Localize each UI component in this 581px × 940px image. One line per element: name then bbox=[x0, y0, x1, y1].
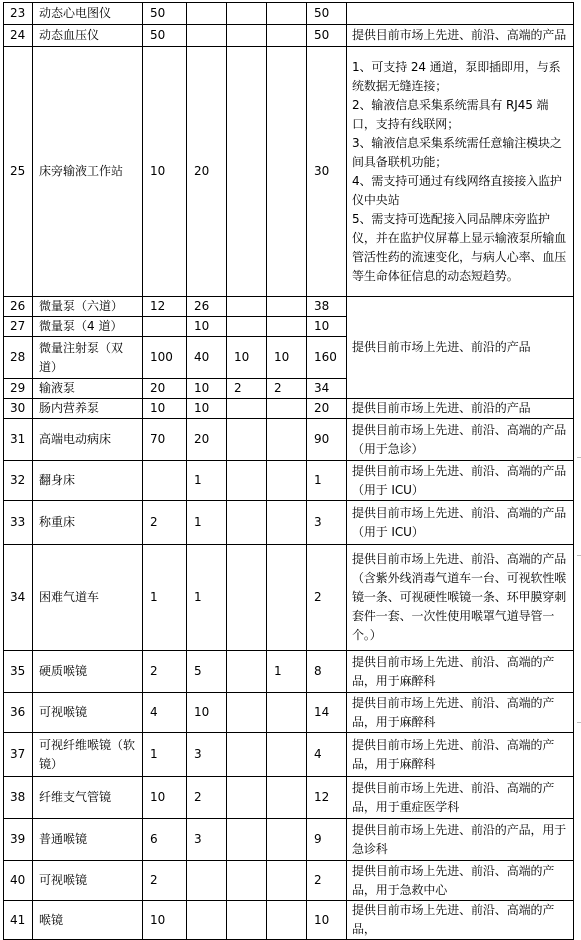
quantity-2 bbox=[187, 861, 227, 901]
requirement-description: 提供目前市场上先进、前沿的产品 bbox=[347, 297, 574, 399]
equipment-name: 普通喉镜 bbox=[33, 819, 143, 861]
quantity-4 bbox=[267, 419, 307, 461]
quantity-4 bbox=[267, 25, 307, 47]
quantity-2 bbox=[187, 901, 227, 940]
requirement-description: 提供目前市场上先进、前沿、高端的产品（用于 ICU） bbox=[347, 461, 574, 501]
table-row bbox=[4, 297, 574, 317]
requirement-description: 提供目前市场上先进、前沿、高端的产品， bbox=[347, 901, 574, 940]
quantity-2: 10 bbox=[187, 317, 227, 337]
quantity-1: 10 bbox=[143, 901, 187, 940]
requirement-description: 提供目前市场上先进、前沿、高端的产品，用于麻醉科 bbox=[347, 733, 574, 777]
requirement-description: 提供目前市场上先进、前沿的产品 bbox=[347, 399, 574, 419]
quantity-2: 40 bbox=[187, 337, 227, 379]
row-number: 29 bbox=[4, 379, 33, 399]
table-row bbox=[4, 545, 574, 651]
equipment-name: 可视纤维喉镜（软镜） bbox=[33, 733, 143, 777]
quantity-2: 2 bbox=[187, 777, 227, 819]
equipment-name: 动态血压仪 bbox=[33, 25, 143, 47]
equipment-name: 微量泵（4 道） bbox=[33, 317, 143, 337]
total-quantity: 50 bbox=[307, 3, 347, 25]
total-quantity: 12 bbox=[307, 777, 347, 819]
total-quantity: 34 bbox=[307, 379, 347, 399]
table-row bbox=[4, 861, 574, 901]
table-row bbox=[4, 3, 574, 25]
quantity-1: 50 bbox=[143, 25, 187, 47]
quantity-1 bbox=[143, 461, 187, 501]
quantity-1: 50 bbox=[143, 3, 187, 25]
quantity-2: 1 bbox=[187, 545, 227, 651]
equipment-name: 可视喉镜 bbox=[33, 861, 143, 901]
total-quantity: 2 bbox=[307, 861, 347, 901]
quantity-3 bbox=[227, 777, 267, 819]
total-quantity: 9 bbox=[307, 819, 347, 861]
quantity-3 bbox=[227, 651, 267, 693]
quantity-2: 26 bbox=[187, 297, 227, 317]
quantity-3: 2 bbox=[227, 379, 267, 399]
quantity-1: 2 bbox=[143, 861, 187, 901]
row-number: 33 bbox=[4, 501, 33, 545]
row-number: 28 bbox=[4, 337, 33, 379]
requirement-description: 1、可支持 24 通道，泵即插即用，与系统数据无缝连接； 2、输液信息采集系统需具有 RJ45 端口，支持有线联网； 3、输液信息采集系统需任意输注模块之间具备联机功能； 4、需支持可通过有线网络直接接入监护仪中央站 5、需支持可选配接入同品牌床旁监护仪，并在监护仪屏幕上显示输液泵所输血管活性药的流速变化，与病人心率、血压等生命体征信息的动态短趋势。 bbox=[347, 47, 574, 297]
quantity-3 bbox=[227, 733, 267, 777]
quantity-4 bbox=[267, 461, 307, 501]
table-row bbox=[4, 819, 574, 861]
requirement-description: 提供目前市场上先进、前沿、高端的产品，用于急救中心 bbox=[347, 861, 574, 901]
quantity-4 bbox=[267, 297, 307, 317]
equipment-name: 翻身床 bbox=[33, 461, 143, 501]
quantity-4 bbox=[267, 901, 307, 940]
quantity-2: 10 bbox=[187, 379, 227, 399]
equipment-name: 床旁输液工作站 bbox=[33, 47, 143, 297]
total-quantity: 10 bbox=[307, 901, 347, 940]
requirement-description: 提供目前市场上先进、前沿、高端的产品 bbox=[347, 25, 574, 47]
total-quantity: 2 bbox=[307, 545, 347, 651]
quantity-2: 10 bbox=[187, 693, 227, 733]
row-number: 36 bbox=[4, 693, 33, 733]
quantity-1: 10 bbox=[143, 47, 187, 297]
quantity-2: 3 bbox=[187, 733, 227, 777]
row-number: 39 bbox=[4, 819, 33, 861]
quantity-4 bbox=[267, 733, 307, 777]
quantity-4 bbox=[267, 3, 307, 25]
row-number: 40 bbox=[4, 861, 33, 901]
quantity-2 bbox=[187, 25, 227, 47]
quantity-1: 12 bbox=[143, 297, 187, 317]
quantity-4 bbox=[267, 777, 307, 819]
quantity-2: 1 bbox=[187, 501, 227, 545]
row-number: 25 bbox=[4, 47, 33, 297]
quantity-4: 10 bbox=[267, 337, 307, 379]
quantity-3 bbox=[227, 901, 267, 940]
requirement-description: 提供目前市场上先进、前沿、高端的产品，用于麻醉科 bbox=[347, 693, 574, 733]
equipment-name: 困难气道车 bbox=[33, 545, 143, 651]
quantity-1 bbox=[143, 317, 187, 337]
quantity-4 bbox=[267, 693, 307, 733]
quantity-3 bbox=[227, 461, 267, 501]
quantity-2: 20 bbox=[187, 47, 227, 297]
quantity-4 bbox=[267, 545, 307, 651]
total-quantity: 8 bbox=[307, 651, 347, 693]
quantity-1: 2 bbox=[143, 501, 187, 545]
total-quantity: 160 bbox=[307, 337, 347, 379]
requirement-description: 提供目前市场上先进、前沿的产品，用于急诊科 bbox=[347, 819, 574, 861]
quantity-1: 4 bbox=[143, 693, 187, 733]
table-row bbox=[4, 651, 574, 693]
quantity-4 bbox=[267, 47, 307, 297]
quantity-1: 20 bbox=[143, 379, 187, 399]
quantity-1: 2 bbox=[143, 651, 187, 693]
quantity-1: 1 bbox=[143, 733, 187, 777]
table-row bbox=[4, 777, 574, 819]
quantity-2: 10 bbox=[187, 399, 227, 419]
quantity-3 bbox=[227, 399, 267, 419]
total-quantity: 30 bbox=[307, 47, 347, 297]
row-number: 30 bbox=[4, 399, 33, 419]
quantity-4 bbox=[267, 861, 307, 901]
total-quantity: 38 bbox=[307, 297, 347, 317]
quantity-4 bbox=[267, 399, 307, 419]
quantity-3 bbox=[227, 861, 267, 901]
row-number: 32 bbox=[4, 461, 33, 501]
quantity-4 bbox=[267, 501, 307, 545]
quantity-3 bbox=[227, 819, 267, 861]
table-row bbox=[4, 461, 574, 501]
quantity-1: 6 bbox=[143, 819, 187, 861]
quantity-3 bbox=[227, 419, 267, 461]
requirement-description bbox=[347, 3, 574, 25]
requirement-description: 提供目前市场上先进、前沿、高端的产品，用于重症医学科 bbox=[347, 777, 574, 819]
table-row bbox=[4, 733, 574, 777]
table-row bbox=[4, 501, 574, 545]
quantity-3 bbox=[227, 47, 267, 297]
quantity-1: 10 bbox=[143, 777, 187, 819]
row-number: 23 bbox=[4, 3, 33, 25]
quantity-3 bbox=[227, 3, 267, 25]
table-row bbox=[4, 25, 574, 47]
requirement-description: 提供目前市场上先进、前沿、高端的产品（用于急诊） bbox=[347, 419, 574, 461]
equipment-name: 高端电动病床 bbox=[33, 419, 143, 461]
quantity-3 bbox=[227, 693, 267, 733]
row-number: 34 bbox=[4, 545, 33, 651]
quantity-2: 1 bbox=[187, 461, 227, 501]
quantity-4: 1 bbox=[267, 651, 307, 693]
total-quantity: 1 bbox=[307, 461, 347, 501]
quantity-1: 70 bbox=[143, 419, 187, 461]
row-number: 31 bbox=[4, 419, 33, 461]
quantity-3: 10 bbox=[227, 337, 267, 379]
quantity-3 bbox=[227, 501, 267, 545]
quantity-4 bbox=[267, 317, 307, 337]
total-quantity: 10 bbox=[307, 317, 347, 337]
quantity-3 bbox=[227, 25, 267, 47]
equipment-name: 输液泵 bbox=[33, 379, 143, 399]
table-row bbox=[4, 399, 574, 419]
total-quantity: 90 bbox=[307, 419, 347, 461]
quantity-4: 2 bbox=[267, 379, 307, 399]
requirement-description: 提供目前市场上先进、前沿、高端的产品，用于麻醉科 bbox=[347, 651, 574, 693]
equipment-name: 动态心电图仪 bbox=[33, 3, 143, 25]
table-row bbox=[4, 693, 574, 733]
quantity-3 bbox=[227, 317, 267, 337]
quantity-3 bbox=[227, 545, 267, 651]
quantity-1: 1 bbox=[143, 545, 187, 651]
quantity-2 bbox=[187, 3, 227, 25]
quantity-4 bbox=[267, 819, 307, 861]
total-quantity: 20 bbox=[307, 399, 347, 419]
table-row bbox=[4, 47, 574, 297]
equipment-name: 可视喉镜 bbox=[33, 693, 143, 733]
row-number: 27 bbox=[4, 317, 33, 337]
quantity-1: 10 bbox=[143, 399, 187, 419]
total-quantity: 3 bbox=[307, 501, 347, 545]
table-row bbox=[4, 419, 574, 461]
equipment-name: 硬质喉镜 bbox=[33, 651, 143, 693]
equipment-table bbox=[3, 2, 574, 940]
table-row bbox=[4, 901, 574, 940]
row-number: 41 bbox=[4, 901, 33, 940]
quantity-2: 5 bbox=[187, 651, 227, 693]
total-quantity: 4 bbox=[307, 733, 347, 777]
total-quantity: 50 bbox=[307, 25, 347, 47]
equipment-name: 纤维支气管镜 bbox=[33, 777, 143, 819]
row-number: 24 bbox=[4, 25, 33, 47]
equipment-name: 微量泵（六道） bbox=[33, 297, 143, 317]
equipment-name: 称重床 bbox=[33, 501, 143, 545]
quantity-2: 3 bbox=[187, 819, 227, 861]
equipment-name: 喉镜 bbox=[33, 901, 143, 940]
requirement-description: 提供目前市场上先进、前沿、高端的产品（用于 ICU） bbox=[347, 501, 574, 545]
row-number: 35 bbox=[4, 651, 33, 693]
requirement-description: 提供目前市场上先进、前沿、高端的产品（含紫外线消毒气道车一台、可视软性喉镜一条、可视硬性喉镜一条、环甲膜穿刺套件一套、一次性使用喉罩气道导管一个。） bbox=[347, 545, 574, 651]
quantity-1: 100 bbox=[143, 337, 187, 379]
equipment-name: 肠内营养泵 bbox=[33, 399, 143, 419]
table-body bbox=[4, 3, 574, 940]
row-number: 37 bbox=[4, 733, 33, 777]
total-quantity: 14 bbox=[307, 693, 347, 733]
row-number: 26 bbox=[4, 297, 33, 317]
quantity-2: 20 bbox=[187, 419, 227, 461]
equipment-name: 微量注射泵（双道） bbox=[33, 337, 143, 379]
quantity-3 bbox=[227, 297, 267, 317]
row-number: 38 bbox=[4, 777, 33, 819]
